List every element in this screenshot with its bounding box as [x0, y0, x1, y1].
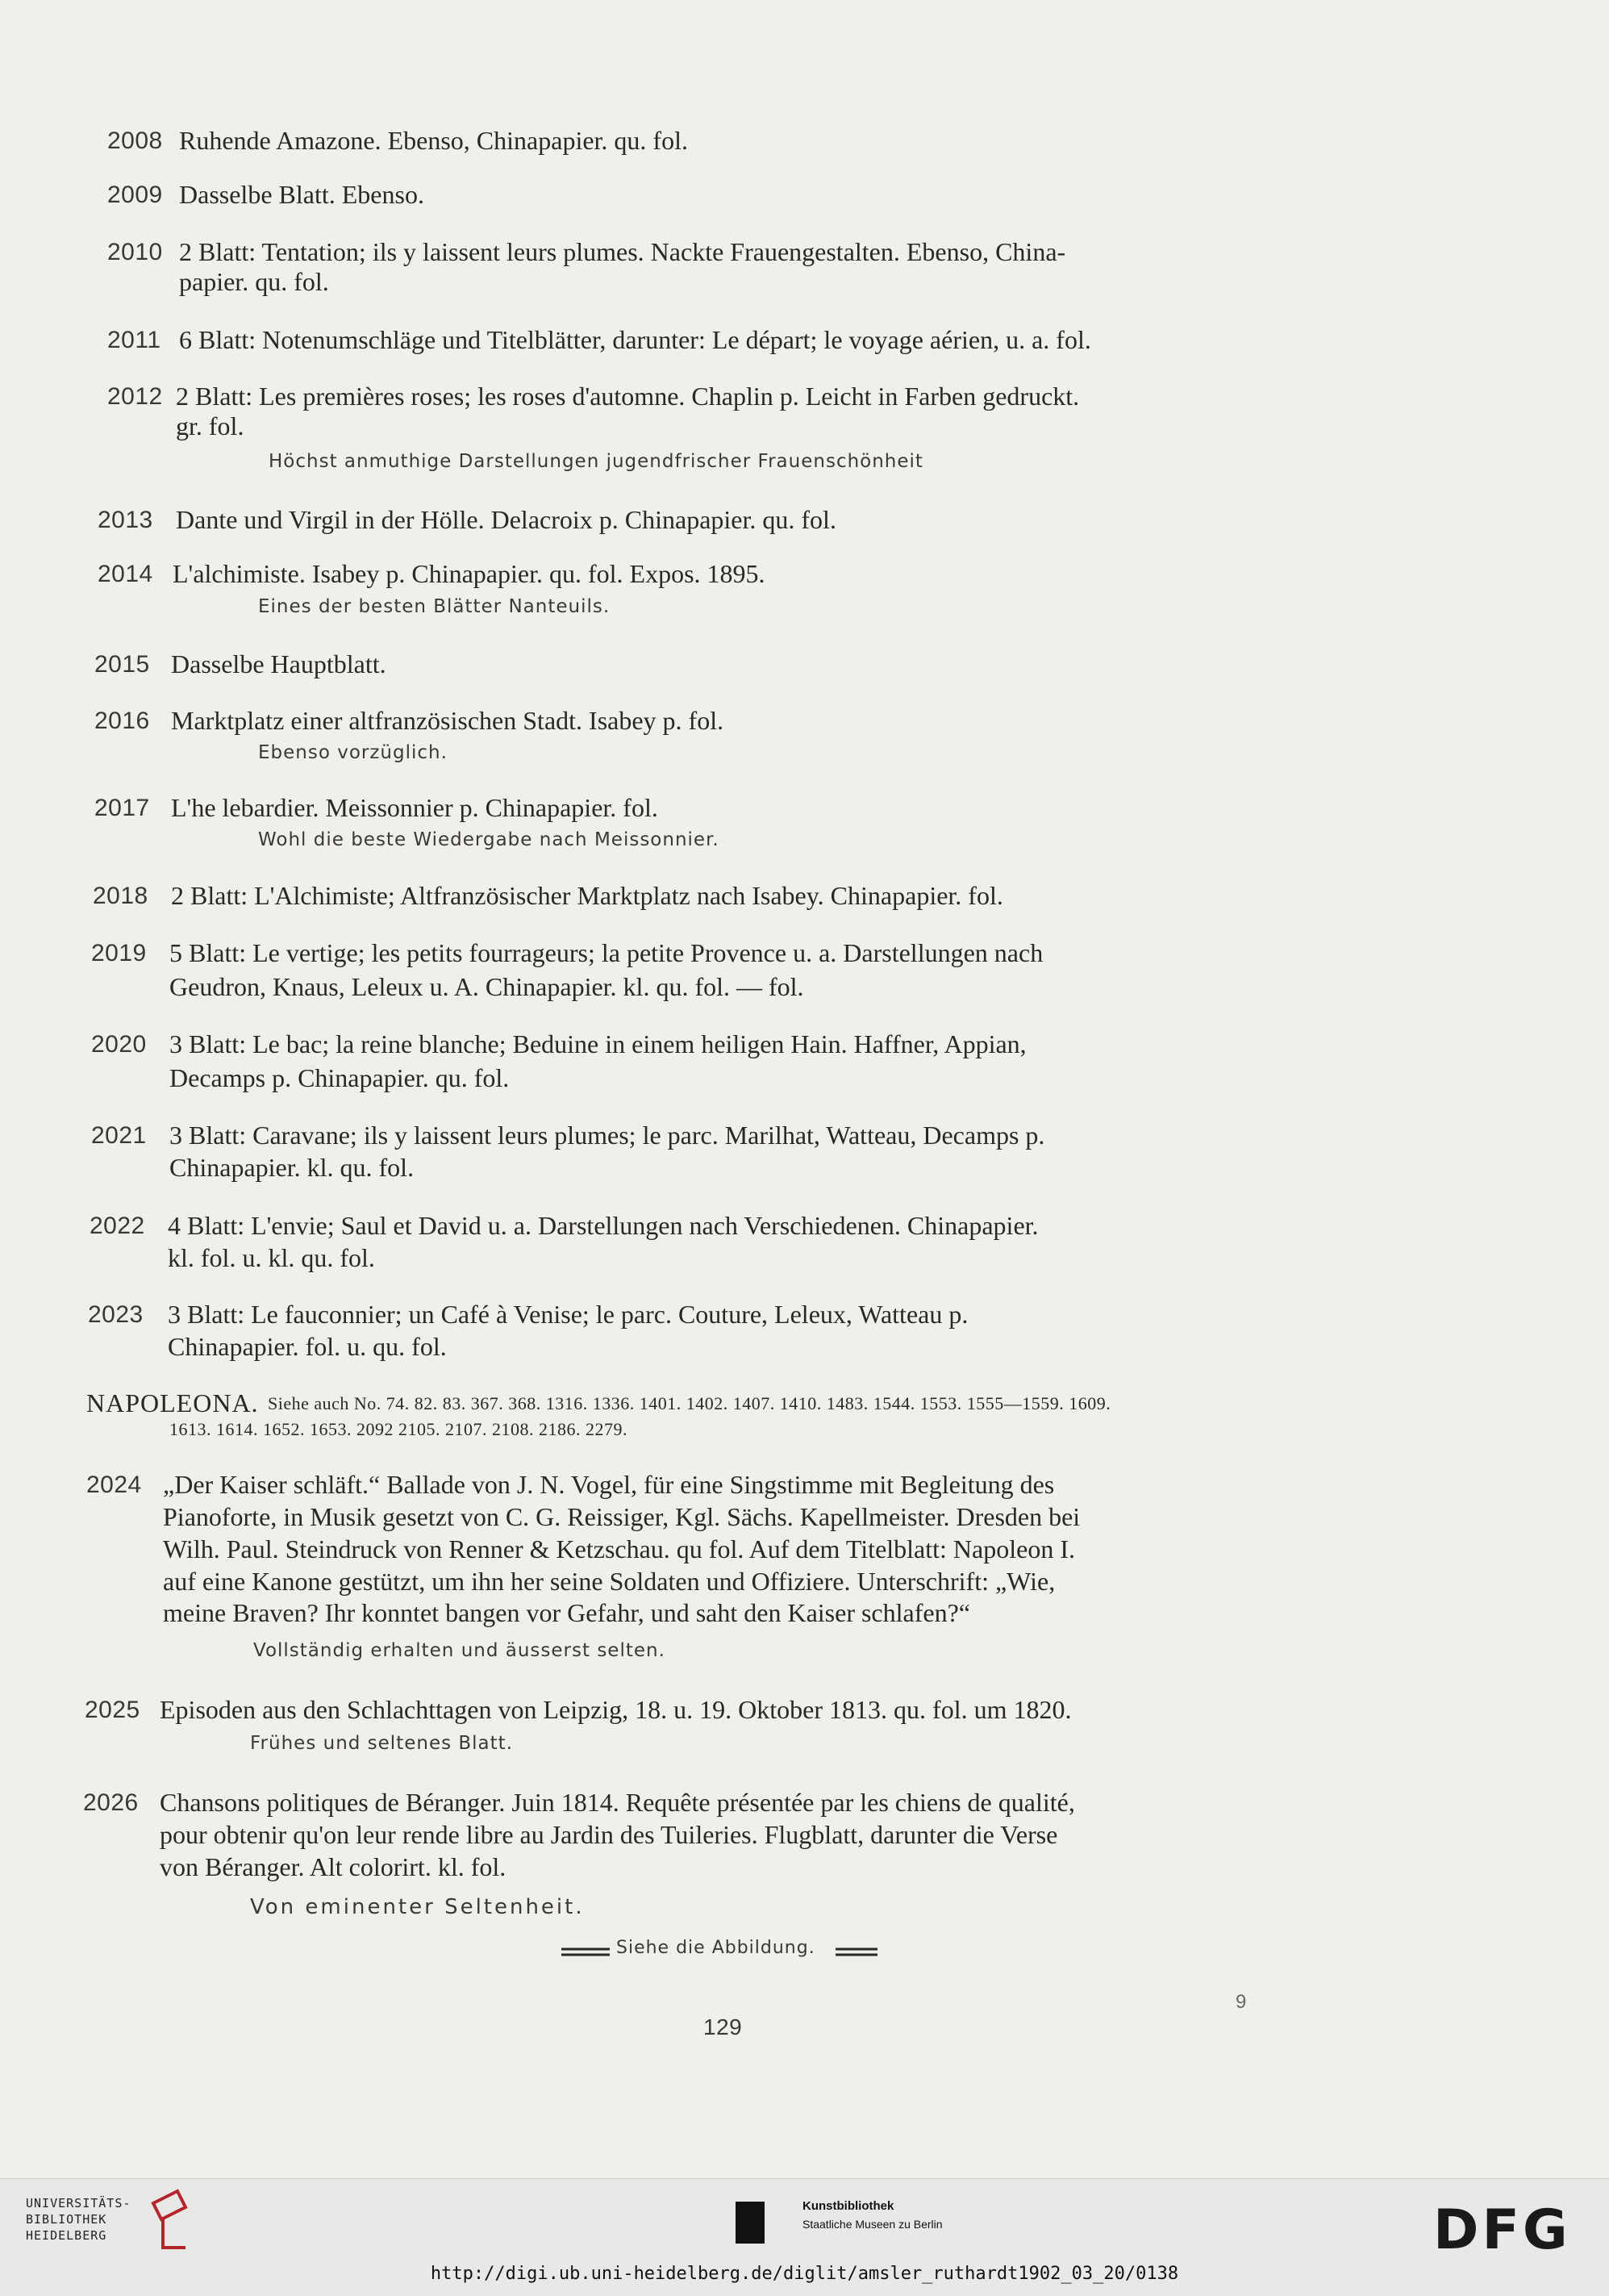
entry-number: 2009 [107, 182, 163, 208]
entry-note: Vollständig erhalten und äusserst selten. [253, 1640, 665, 1661]
entry-number: 2015 [94, 651, 150, 678]
viewer-footer [0, 2178, 1609, 2296]
double-rule-icon [561, 1946, 610, 1962]
entry-number: 2019 [91, 940, 147, 966]
entry-number: 2013 [98, 507, 153, 533]
entry-text: 2 Blatt: L'Alchimiste; Altfranzösischer Marktplatz nach Isabey. Chinapapier. fol. [171, 881, 1003, 910]
entry-note: Von eminenter Seltenheit. [250, 1895, 585, 1919]
entry-note: Wohl die beste Wiedergabe nach Meissonnier. [258, 829, 719, 850]
entry-number: 2014 [98, 561, 153, 587]
entry-note: Ebenso vorzüglich. [258, 742, 448, 763]
kb-subtitle: Staatliche Museen zu Berlin [802, 2218, 943, 2231]
kb-title: Kunstbibliothek [802, 2199, 894, 2213]
entry-text: L'alchimiste. Isabey p. Chinapapier. qu. fol. Expos. 1895. [173, 559, 765, 588]
entry-text: Episoden aus den Schlachttagen von Leipzig, 18. u. 19. Oktober 1813. qu. fol. um 1820. [160, 1695, 1072, 1724]
entry-text: 3 Blatt: Le fauconnier; un Café à Venise; le parc. Couture, Leleux, Watteau p. [168, 1300, 969, 1329]
section-heading: NAPOLEONA. [86, 1388, 259, 1417]
entry-text: meine Braven? Ihr konntet bangen vor Gefahr, und saht den Kaiser schlafen?“ [163, 1598, 970, 1627]
ub-line: UNIVERSITÄTS- [26, 2196, 131, 2210]
cross-references: 1613. 1614. 1652. 1653. 2092 2105. 2107. 2108. 2186. 2279. [169, 1419, 627, 1439]
entry-text: gr. fol. [176, 411, 244, 440]
entry-text: Marktplatz einer altfranzösischen Stadt. Isabey p. fol. [171, 706, 724, 735]
entry-text: Geudron, Knaus, Leleux u. A. Chinapapier. kl. qu. fol. — fol. [169, 972, 804, 1001]
entry-note: Eines der besten Blätter Nanteuils. [258, 596, 611, 617]
ub-heidelberg-logo-icon [145, 2187, 194, 2252]
entry-number: 2020 [91, 1031, 147, 1058]
entry-note: Höchst anmuthige Darstellungen jugendfrischer Frauenschönheit [269, 451, 923, 472]
entry-number: 2021 [91, 1122, 147, 1149]
entry-text: Dante und Virgil in der Hölle. Delacroix p. Chinapapier. qu. fol. [176, 505, 836, 534]
entry-text: Ruhende Amazone. Ebenso, Chinapapier. qu. fol. [179, 126, 688, 155]
entry-note: Frühes und seltenes Blatt. [250, 1733, 513, 1754]
smb-logo-icon [736, 2202, 765, 2244]
entry-number: 2024 [86, 1472, 142, 1498]
entry-text: Wilh. Paul. Steindruck von Renner & Ketzschau. qu fol. Auf dem Titelblatt: Napoleon I. [163, 1534, 1075, 1563]
entry-text: 5 Blatt: Le vertige; les petits fourrageurs; la petite Provence u. a. Darstellungen nach [169, 938, 1044, 967]
entry-text: L'he lebardier. Meissonnier p. Chinapapier. fol. [171, 793, 658, 822]
entry-number: 2025 [85, 1697, 140, 1723]
entry-text: Chansons politiques de Béranger. Juin 1814. Requête présentée par les chiens de qualité, [160, 1788, 1075, 1817]
double-rule-icon [836, 1946, 877, 1962]
dfg-logo: DFG [1433, 2198, 1571, 2262]
ub-heidelberg-logo-text [26, 2195, 131, 2244]
entry-text: auf eine Kanone gestützt, um ihn her seine Soldaten und Offiziere. Unterschrift: „Wie, [163, 1567, 1056, 1596]
cross-references: Siehe auch No. 74. 82. 83. 367. 368. 1316. 1336. 1401. 1402. 1407. 1410. 1483. 1544. 1553. 1555—1559. 1609. [268, 1393, 1111, 1413]
entry-number: 2012 [107, 383, 163, 410]
entry-text: „Der Kaiser schläft.“ Ballade von J. N. Vogel, für eine Singstimme mit Begleitung des [163, 1470, 1055, 1499]
ub-line: BIBLIOTHEK [26, 2212, 107, 2227]
entry-number: 2016 [94, 708, 150, 734]
signature-mark: 9 [1236, 1991, 1247, 2013]
entry-text: 2 Blatt: Les premières roses; les roses d'automne. Chaplin p. Leicht in Farben gedruckt. [176, 382, 1080, 411]
entry-number: 2008 [107, 127, 163, 154]
entry-text: Dasselbe Blatt. Ebenso. [179, 180, 424, 209]
entry-text: 3 Blatt: Le bac; la reine blanche; Beduine in einem heiligen Hain. Haffner, Appian, [169, 1029, 1027, 1058]
entry-text: Pianoforte, in Musik gesetzt von C. G. Reissiger, Kgl. Sächs. Kapellmeister. Dresden bei [163, 1502, 1081, 1531]
entry-number: 2026 [83, 1789, 139, 1816]
entry-text: Chinapapier. fol. u. qu. fol. [168, 1332, 447, 1361]
entry-text: 3 Blatt: Caravane; ils y laissent leurs plumes; le parc. Marilhat, Watteau, Decamps p. [169, 1121, 1045, 1150]
entry-text: 2 Blatt: Tentation; ils y laissent leurs plumes. Nackte Frauengestalten. Ebenso, China- [179, 237, 1066, 266]
entry-text: Decamps p. Chinapapier. qu. fol. [169, 1063, 510, 1092]
entry-number: 2010 [107, 239, 163, 265]
entry-text: von Béranger. Alt colorirt. kl. fol. [160, 1852, 506, 1881]
entry-text: 6 Blatt: Notenumschläge und Titelblätter, darunter: Le départ; le voyage aérien, u. a. fol. [179, 325, 1091, 354]
entry-number: 2018 [93, 883, 148, 909]
entry-text: Chinapapier. kl. qu. fol. [169, 1153, 415, 1182]
entry-text: papier. qu. fol. [179, 267, 329, 296]
see-figure-line [561, 1935, 884, 1962]
ub-line: HEIDELBERG [26, 2228, 107, 2243]
source-url[interactable]: http://digi.ub.uni-heidelberg.de/diglit/amsler_ruthardt1902_03_20/0138 [430, 2264, 1179, 2284]
page-number: 129 [703, 2014, 743, 2039]
entry-number: 2011 [107, 327, 161, 353]
entry-text: Dasselbe Hauptblatt. [171, 649, 386, 678]
entry-number: 2022 [90, 1213, 145, 1239]
entry-number: 2017 [94, 795, 150, 821]
entry-text: kl. fol. u. kl. qu. fol. [168, 1243, 375, 1272]
see-figure-text: Siehe die Abbildung. [616, 1938, 815, 1958]
entry-number: 2023 [88, 1301, 144, 1328]
entry-text: pour obtenir qu'on leur rende libre au Jardin des Tuileries. Flugblatt, darunter die Verse [160, 1820, 1058, 1849]
entry-text: 4 Blatt: L'envie; Saul et David u. a. Darstellungen nach Verschiedenen. Chinapapier. [168, 1211, 1039, 1240]
